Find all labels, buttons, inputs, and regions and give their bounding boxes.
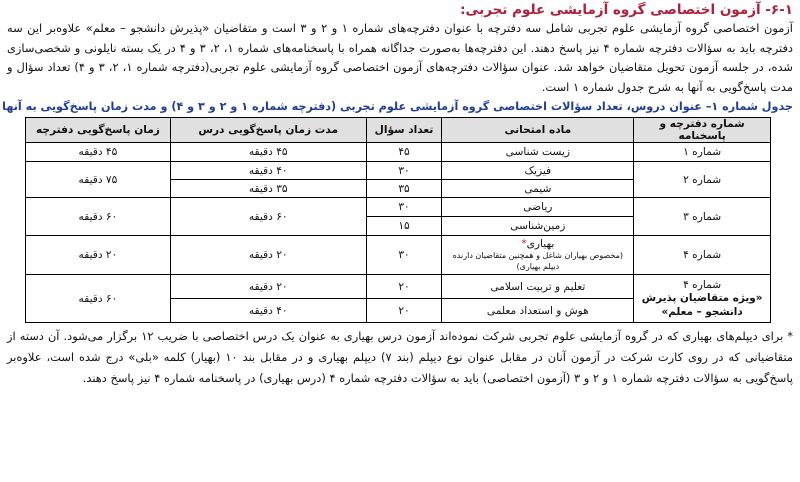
subject-cell: شیمی [442,180,634,198]
table-row [26,143,771,162]
count-cell: ۳۵ [366,180,442,198]
table-caption: جدول شماره ۱– عنوان دروس، تعداد سؤالات اختصاصی گروه آزمایشی علوم تجربی (دفترچه شماره ۱ و ۲ و ۳ و ۴) و مدت زمان پاسخ‌گویی به آنها [2,100,793,114]
course-time-cell: ۴۵ دقیقه [170,143,366,162]
booklet-label: شماره ۲ [634,162,771,198]
count-cell: ۲۰ [366,299,442,323]
booklet-label [634,275,771,323]
footnote-paragraph: * برای دیپلم‌های بهیاری که در گروه آزمایشی علوم تجربی شرکت نموده‌اند آزمون درس بهیاری به عنوان یک درس اختصاصی با ضریب ۱۲ برگزار می‌شود. آن دسته از متقاضیانی که در روی کارت شرکت در آزمون آنان در مقابل عنوان نوع دیپلم (بند ۷) دیپلم بهیاری و در مقابل بند ۱۰ (بهیار) کلمه «بلی» درج شده است، علاوه‌بر پاسخ‌گویی به سؤالات دفترچه شماره ۱ و ۲ و ۳ (آزمون اختصاصی) باید به سؤالات دفترچه شماره ۴ (درس بهیاری) در پاسخنامه شماره ۴ نیز پاسخ دهند. [7,329,793,386]
exam-table [25,117,771,323]
table-header-row [26,118,771,143]
subject-cell: ریاضی [442,198,634,217]
course-time-cell: ۴۰ دقیقه [170,299,366,323]
booklet-time-cell: ۶۰ دقیقه [26,198,171,236]
subject-subnote: (مخصوص بهیاران شاغل و همچنین متقاضیان دارنده دیپلم بهیاری) [452,251,624,272]
booklet-label: شماره ۱ [634,143,771,162]
count-cell: ۳۰ [366,198,442,217]
booklet-time-cell: ۴۵ دقیقه [26,143,171,162]
booklet-label-line1: شماره ۴ [683,278,722,291]
table-row [26,198,771,217]
course-time-cell: ۶۰ دقیقه [170,198,366,236]
subject-cell: زیست شناسی [442,143,634,162]
header-count: تعداد سؤال [366,118,442,143]
header-course-time: مدت زمان پاسخ‌گویی درس [170,118,366,143]
subject-name: بهیاری [526,238,555,251]
table-row [26,162,771,180]
count-cell: ۴۵ [366,143,442,162]
header-booklet-time: زمان پاسخ‌گویی دفترچه [26,118,171,143]
subject-cell: فیزیک [442,162,634,180]
count-cell: ۲۰ [366,275,442,299]
table-row [26,275,771,299]
header-subject: ماده امتحانی [442,118,634,143]
section-heading: ۶-۱- آزمون اختصاصی گروه آزمایشی علوم تجربی: [460,2,793,18]
document-page [2,0,793,480]
course-time-cell: ۴۰ دقیقه [170,162,366,180]
booklet-label: شماره ۳ [634,198,771,236]
table-row [26,236,771,275]
booklet-time-cell: ۶۰ دقیقه [26,275,171,323]
booklet-label-line2: «ویژه متقاضیان پذیرش دانشجو – معلم» [641,291,763,318]
booklet-label: شماره ۴ [634,236,771,275]
intro-paragraph: آزمون اختصاصی گروه آزمایشی علوم تجربی شامل سه دفترچه با عنوان دفترچه‌های شماره ۱ و ۲ و ۳ است و متقاضیان «پذیرش دانشجو – معلم» علاوه‌بر این سه دفترچه باید به سؤالات دفترچه شماره ۴ نیز پاسخ دهند. این دفترچه‌ها به‌صورت جداگانه همراه با پاسخنامه‌های شماره ۱، ۲، ۳ و ۴ در یک بسته نایلونی و شخصی‌سازی شده، در جلسه آزمون تحویل متقاضیان خواهد شد. عنوان سؤالات دفترچه‌های آزمون اختصاصی گروه آزمایشی علوم تجربی(دفترچه شماره ۱، ۲، ۳ و ۴) تعداد سؤال و مدت پاسخ‌گویی به آنها به شرح جدول شماره ۱ است. [7,21,793,94]
subject-cell [442,236,634,275]
booklet-time-cell: ۷۵ دقیقه [26,162,171,198]
count-cell: ۳۰ [366,162,442,180]
count-cell: ۱۵ [366,217,442,236]
subject-cell: هوش و استعداد معلمی [442,299,634,323]
course-time-cell: ۳۵ دقیقه [170,180,366,198]
course-time-cell: ۲۰ دقیقه [170,275,366,299]
subject-cell: زمین‌شناسی [442,217,634,236]
header-booklet: شماره دفترچه و پاسخنامه [634,118,771,143]
subject-cell: تعلیم و تربیت اسلامی [442,275,634,299]
footnote-star: * [521,238,527,251]
course-time-cell: ۲۰ دقیقه [170,236,366,275]
count-cell: ۳۰ [366,236,442,275]
booklet-time-cell: ۲۰ دقیقه [26,236,171,275]
